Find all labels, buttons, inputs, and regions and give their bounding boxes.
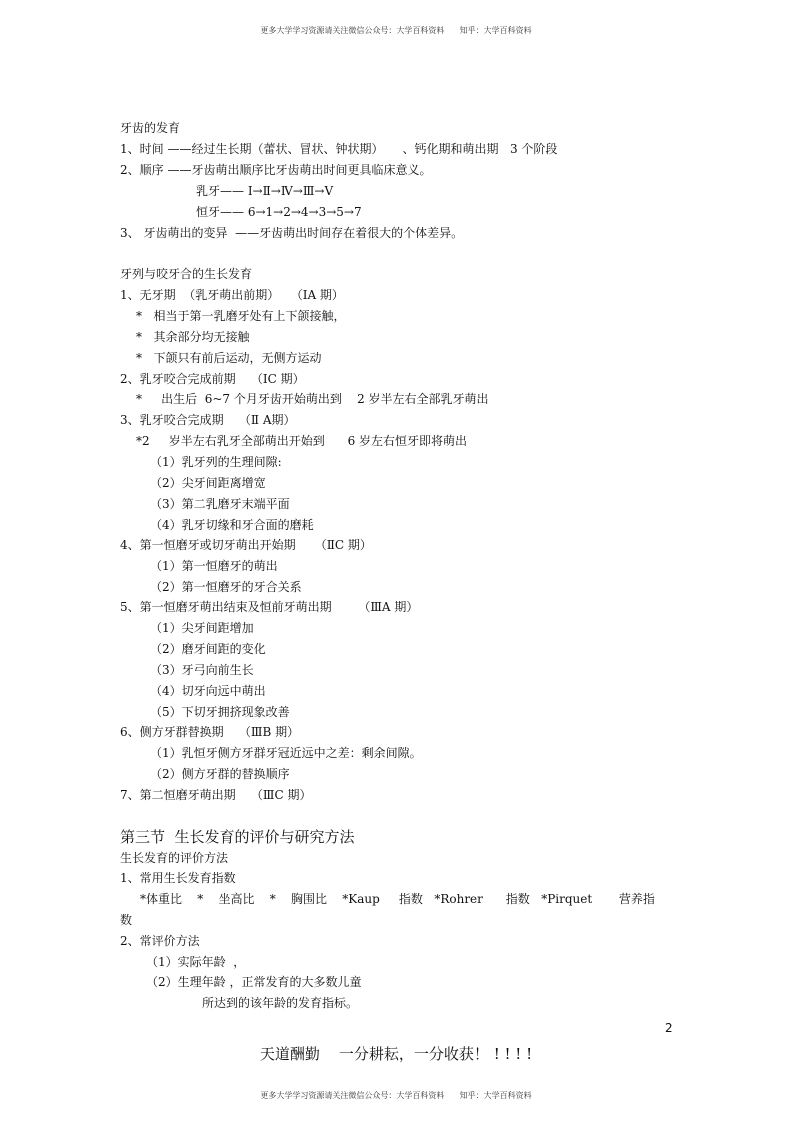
list-item: （3）牙弓向前生长: [150, 663, 254, 677]
section-heading: 第三节 生长发育的评价与研究方法: [120, 828, 355, 846]
list-item: （4）乳牙切缘和牙合面的磨耗: [150, 518, 314, 532]
section-title-dentition: 牙列与咬牙合的生长发育: [120, 267, 253, 281]
list-item: （4）切牙向远中萌出: [150, 684, 266, 698]
section-title-tooth-development: 牙齿的发育: [120, 121, 181, 135]
bullet-line: * 出生后 6~7 个月牙齿开始萌出到 2 岁半左右全部乳牙萌出: [136, 392, 489, 406]
bullet-line: * 其余部分均无接触: [136, 330, 250, 344]
text-line: 4、第一恒磨牙或切牙萌出开始期 （ⅡC 期）: [120, 538, 372, 552]
page-number: 2: [665, 1021, 673, 1035]
list-item: （1）乳恒牙侧方牙群牙冠近远中之差：剩余间隙。: [150, 746, 422, 760]
list-item: （2）生理年龄 ，正常发育的大多数儿童: [146, 975, 362, 989]
list-item: （1）乳牙列的生理间隙:: [150, 455, 282, 469]
bullet-line: * 下颌只有前后运动，无侧方运动: [136, 351, 322, 365]
text-line: 所达到的该年龄的发育指标。: [202, 996, 359, 1010]
list-item: （2）磨牙间距的变化: [150, 642, 266, 656]
list-item: （1）第一恒磨牙的萌出: [150, 559, 278, 573]
index-list-line: *体重比 * 坐高比 * 胸围比 *Kaup 指数 *Rohrer 指数 *Pirquet 营养指: [140, 892, 655, 906]
motto: 天道酬勤 一分耕耘，一分收获！ ! ! ! !: [259, 1045, 533, 1063]
text-line: 6、侧方牙群替换期 （ⅢB 期）: [120, 725, 300, 739]
text-line: 3、 牙齿萌出的变异 ——牙齿萌出时间存在着很大的个体差异。: [120, 226, 464, 240]
subsection-title: 生长发育的评价方法: [120, 851, 229, 865]
text-line: 2、顺序 ——牙齿萌出顺序比牙齿萌出时间更具临床意义。: [120, 163, 432, 177]
list-item: （1）实际年龄 ，: [146, 955, 246, 969]
list-item: （2）尖牙间距离增宽: [150, 476, 266, 490]
list-item: （2）侧方牙群的替换顺序: [150, 767, 290, 781]
page-footer: 更多大学学习资源请关注微信公众号：大学百科资料 知乎：大学百科资料: [260, 1091, 532, 1100]
list-item: （2）第一恒磨牙的牙合关系: [150, 580, 302, 594]
page-header: 更多大学学习资源请关注微信公众号：大学百科资料 知乎：大学百科资料: [260, 26, 532, 35]
bullet-line: * 相当于第一乳磨牙处有上下颌接触，: [136, 309, 346, 323]
text-line: 1、常用生长发育指数: [120, 871, 236, 885]
text-line: 3、乳牙咬合完成期 （Ⅱ A期）: [120, 413, 296, 427]
text-line: 数: [120, 913, 133, 927]
text-line: 乳牙—— Ⅰ→Ⅱ→Ⅳ→Ⅲ→Ⅴ: [196, 184, 334, 198]
text-line: 恒牙—— 6→1→2→4→3→5→7: [196, 205, 362, 219]
list-item: （5）下切牙拥挤现象改善: [150, 705, 290, 719]
text-line: 2、常评价方法: [120, 934, 200, 948]
text-line: 5、第一恒磨牙萌出结束及恒前牙萌出期 （ⅢA 期）: [120, 600, 419, 614]
list-item: （1）尖牙间距增加: [150, 621, 254, 635]
bullet-line: *2 岁半左右乳牙全部萌出开始到 6 岁左右恒牙即将萌出: [136, 434, 468, 448]
text-line: 7、第二恒磨牙萌出期 （ⅢC 期）: [120, 788, 312, 802]
text-line: 2、乳牙咬合完成前期 （ⅠC 期）: [120, 372, 305, 386]
text-line: 1、时间 ——经过生长期（蕾状、冒状、钟状期） 、钙化期和萌出期 3 个阶段: [120, 142, 558, 156]
list-item: （3）第二乳磨牙末端平面: [150, 497, 290, 511]
text-line: 1、无牙期 （乳牙萌出前期） （ⅠA 期）: [120, 288, 344, 302]
